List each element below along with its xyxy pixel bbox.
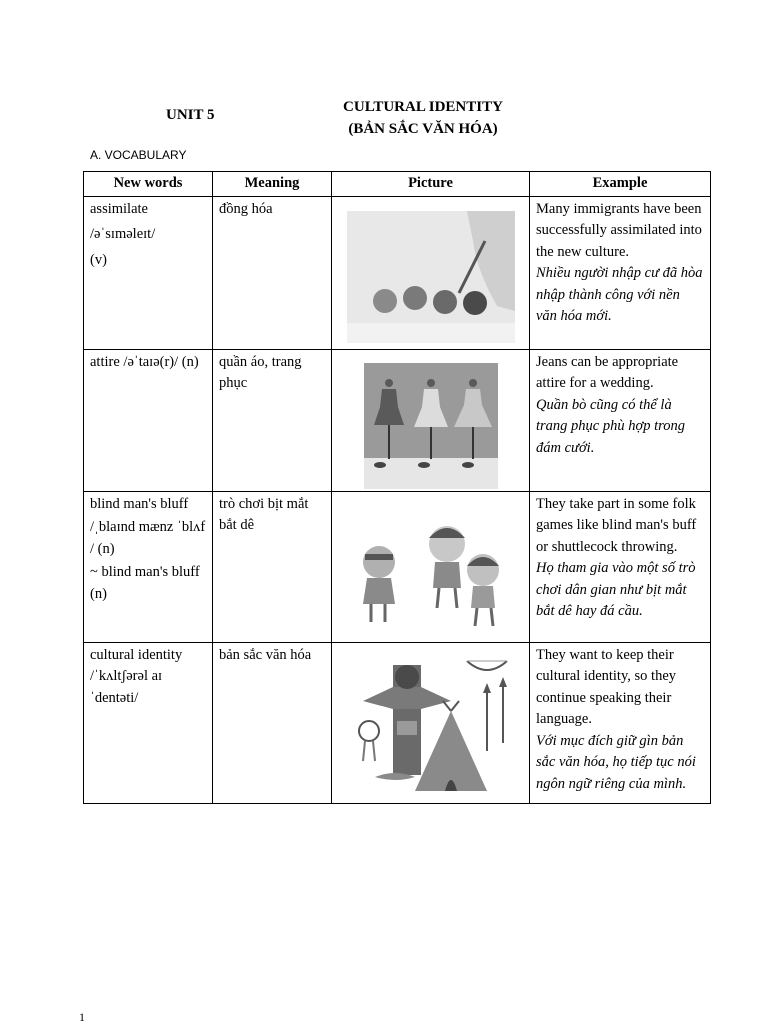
header-new-words: New words <box>84 172 213 197</box>
word-line: blind man's bluff <box>90 495 189 512</box>
table-row <box>84 349 711 491</box>
example-vi: Với mục đích giữ gìn bản sắc văn hóa, họ tiếp tục nói ngôn ngữ riêng của mình. <box>536 732 696 792</box>
example-en: Jeans can be appropriate attire for a wedding. <box>536 353 679 391</box>
word-line: /ˈkʌltʃərəl aɪ ˈdentəti/ <box>90 668 163 706</box>
page-title <box>300 96 546 140</box>
word-cell <box>84 196 213 349</box>
word-line: assimilate <box>90 200 148 217</box>
example-cell <box>530 491 711 642</box>
section-heading: A. VOCABULARY <box>90 148 187 162</box>
native-culture-items-icon <box>347 651 515 801</box>
picture-cell <box>332 196 530 349</box>
header-meaning: Meaning <box>213 172 332 197</box>
header-picture: Picture <box>332 172 530 197</box>
picture-cell <box>332 491 530 642</box>
meaning-cell: bản sắc văn hóa <box>213 642 332 803</box>
example-en: They take part in some folk games like blind man's buff or shuttlecock throwing. <box>536 495 697 555</box>
example-cell <box>530 196 711 349</box>
example-en: Many immigrants have been successfully assimilated into the new culture. <box>536 200 702 260</box>
vocabulary-table <box>83 171 711 804</box>
dresses-mannequins-icon <box>364 363 498 489</box>
word-cell <box>84 349 213 491</box>
picture-cell <box>332 642 530 803</box>
example-vi: Quần bò cũng có thể là trang phục phù hợp trong đám cưới. <box>536 396 685 456</box>
word-line: cultural identity <box>90 646 183 663</box>
apples-photo-icon <box>347 211 515 343</box>
header-example: Example <box>530 172 711 197</box>
example-vi: Nhiều người nhập cư đã hòa nhập thành công với nền văn hóa mới. <box>536 265 703 324</box>
example-cell <box>530 349 711 491</box>
example-vi: Họ tham gia vào một số trò chơi dân gian như bịt mắt bắt dê hay đá cầu. <box>536 560 696 619</box>
children-playing-icon <box>351 504 511 634</box>
word-line: ~ blind man's bluff (n) <box>90 564 200 602</box>
table-row <box>84 491 711 642</box>
table-row <box>84 196 711 349</box>
title-line-2: (BẢN SẮC VĂN HÓA) <box>348 121 498 137</box>
unit-label: UNIT 5 <box>166 107 215 123</box>
title-line-1: CULTURAL IDENTITY <box>343 99 503 115</box>
picture-cell <box>332 349 530 491</box>
example-cell <box>530 642 711 803</box>
word-line: (v) <box>90 251 107 268</box>
meaning-cell: quần áo, trang phục <box>213 349 332 491</box>
example-en: They want to keep their cultural identity, so they continue speaking their language. <box>536 646 677 727</box>
table-header-row <box>84 172 711 197</box>
meaning-cell: đồng hóa <box>213 196 332 349</box>
word-cell <box>84 642 213 803</box>
word-cell <box>84 491 213 642</box>
word-line: /ˌblaɪnd mænz ˈblʌf / (n) <box>90 519 206 557</box>
page-number: 1 <box>79 1010 85 1024</box>
table-row <box>84 642 711 803</box>
word-line: /əˈsɪməleɪt/ <box>90 226 156 242</box>
meaning-cell: trò chơi bịt mắt bắt dê <box>213 491 332 642</box>
word-line: attire /əˈtaɪə(r)/ (n) <box>90 353 199 370</box>
